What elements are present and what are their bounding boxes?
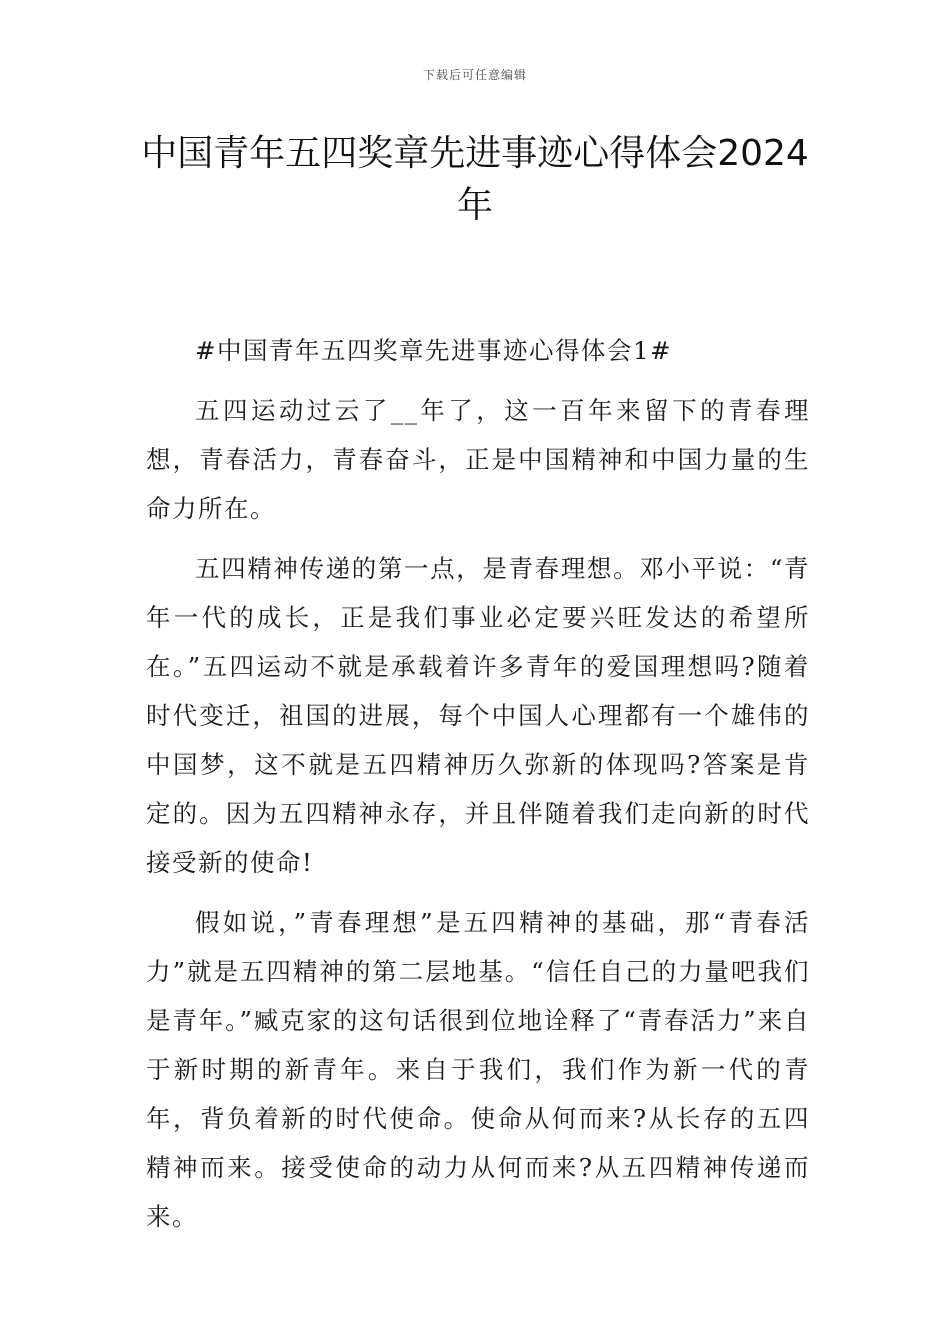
header-note: 下载后可任意编辑 xyxy=(422,68,527,82)
document-body xyxy=(146,326,810,1252)
paragraph: 五四精神传递的第一点，是青春理想。邓小平说：“青年一代的成长，正是我们事业必定要兴旺发达的希望所在。”五四运动不就是承载着许多青年的爱国理想吗?随着时代变迁，祖国的进展，每个中国人心理都有一个雄伟的中国梦，这不就是五四精神历久弥新的体现吗?答案是肯定的。因为五四精神永存，并且伴随着我们走向新的时代接受新的使命! xyxy=(146,554,810,877)
document-title: 中国青年五四奖章先进事迹心得体会2024年 xyxy=(141,133,809,226)
paragraph: 五四运动过云了__年了，这一百年来留下的青春理想，青春活力，青春奋斗，正是中国精神和中国力量的生命力所在。 xyxy=(146,396,810,523)
section-heading: #中国青年五四奖章先进事迹心得体会1# xyxy=(195,336,673,365)
paragraph: 假如说，”青春理想”是五四精神的基础，那“青春活力”就是五四精神的第二层地基。“信任自己的力量吧我们是青年。”臧克家的这句话很到位地诠释了“青春活力”来自于新时期的新青年。来自于我们，我们作为新一代的青年，背负着新的时代使命。使命从何而来?从长存的五四精神而来。接受使命的动力从何而来?从五四精神传递而来。 xyxy=(146,908,810,1231)
